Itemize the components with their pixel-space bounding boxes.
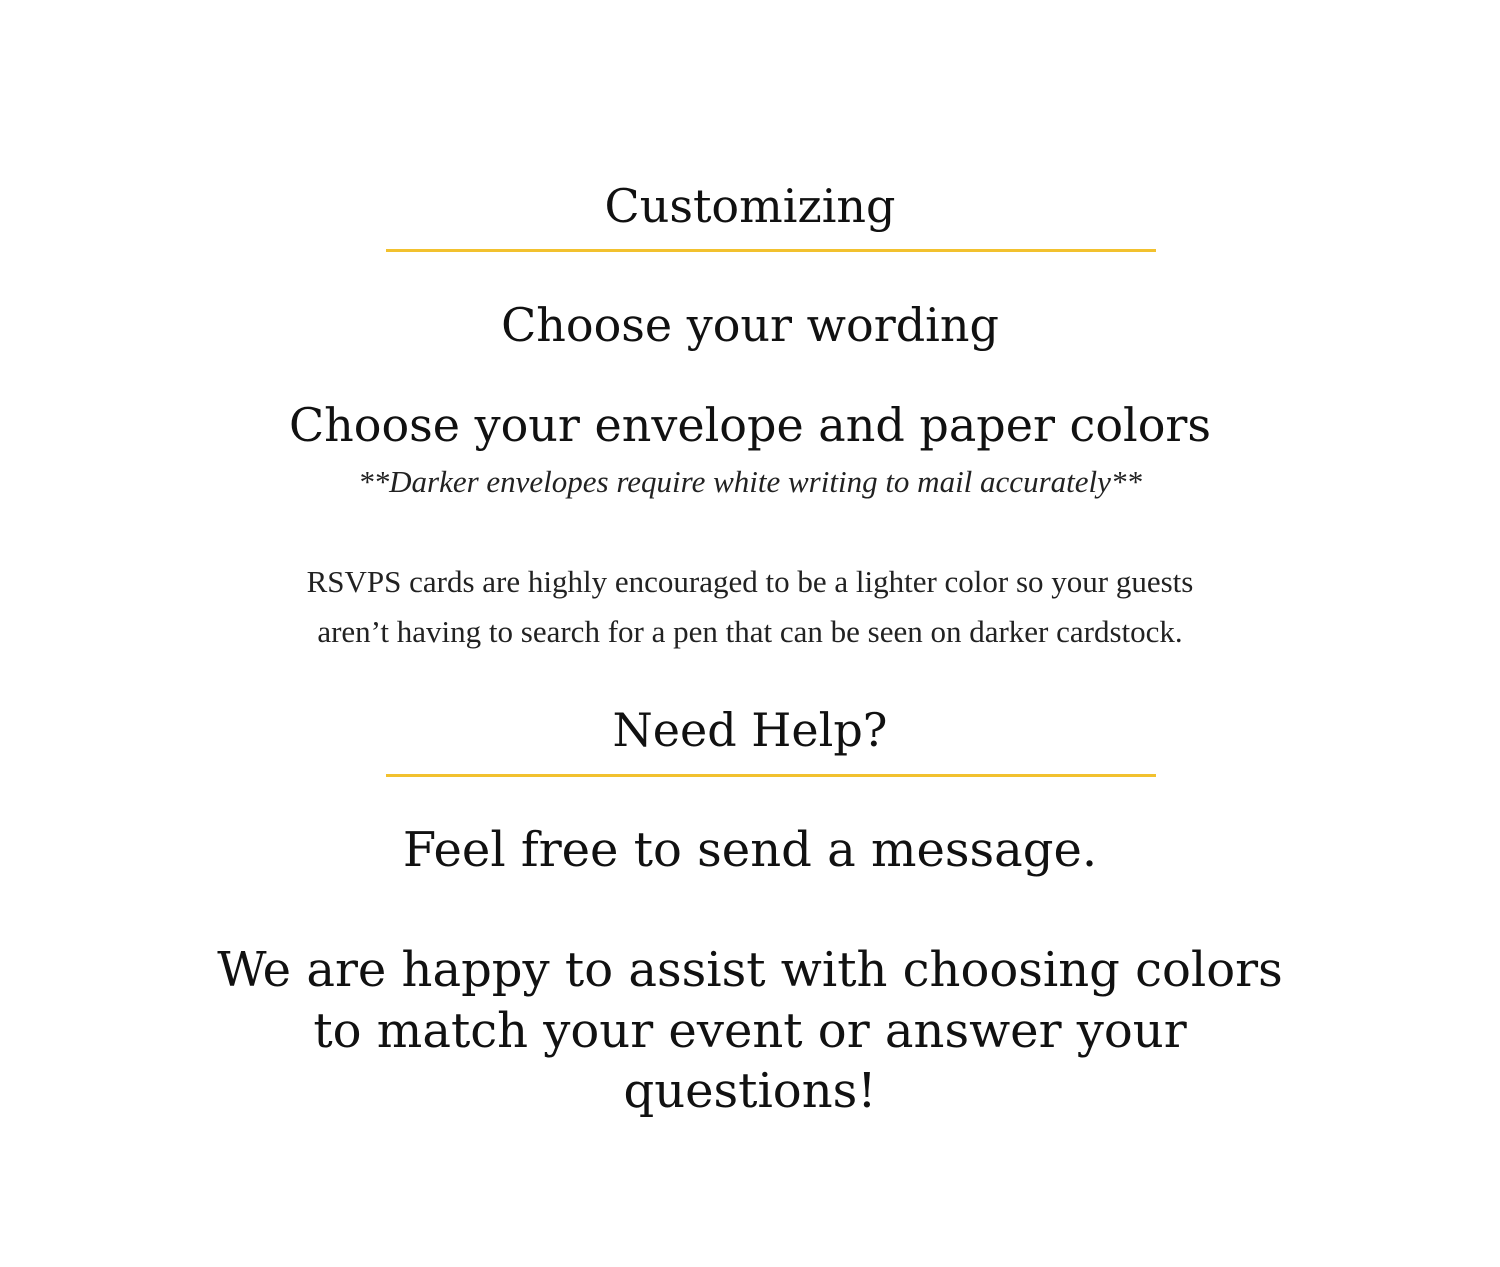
- need-help-divider: [386, 774, 1156, 777]
- send-message-text: Feel free to send a message.: [402, 822, 1098, 878]
- customizing-divider: [386, 249, 1156, 252]
- assist-text-line-3: questions!: [623, 1063, 877, 1119]
- choose-wording-text: Choose your wording: [501, 298, 999, 352]
- assist-text-line-1: We are happy to assist with choosing colors: [217, 942, 1283, 998]
- customizing-heading: Customizing: [604, 179, 896, 233]
- choose-colors-text: Choose your envelope and paper colors: [288, 398, 1212, 452]
- rsvp-text-line-1: RSVPS cards are highly encouraged to be a lighter color so your guests: [306, 564, 1194, 599]
- need-help-heading: Need Help?: [612, 703, 888, 757]
- envelope-note: **Darker envelopes require white writing to mail accurately**: [358, 464, 1142, 499]
- rsvp-text-line-2: aren’t having to search for a pen that can be seen on darker cardstock.: [317, 614, 1183, 649]
- assist-text-line-2: to match your event or answer your: [313, 1003, 1187, 1059]
